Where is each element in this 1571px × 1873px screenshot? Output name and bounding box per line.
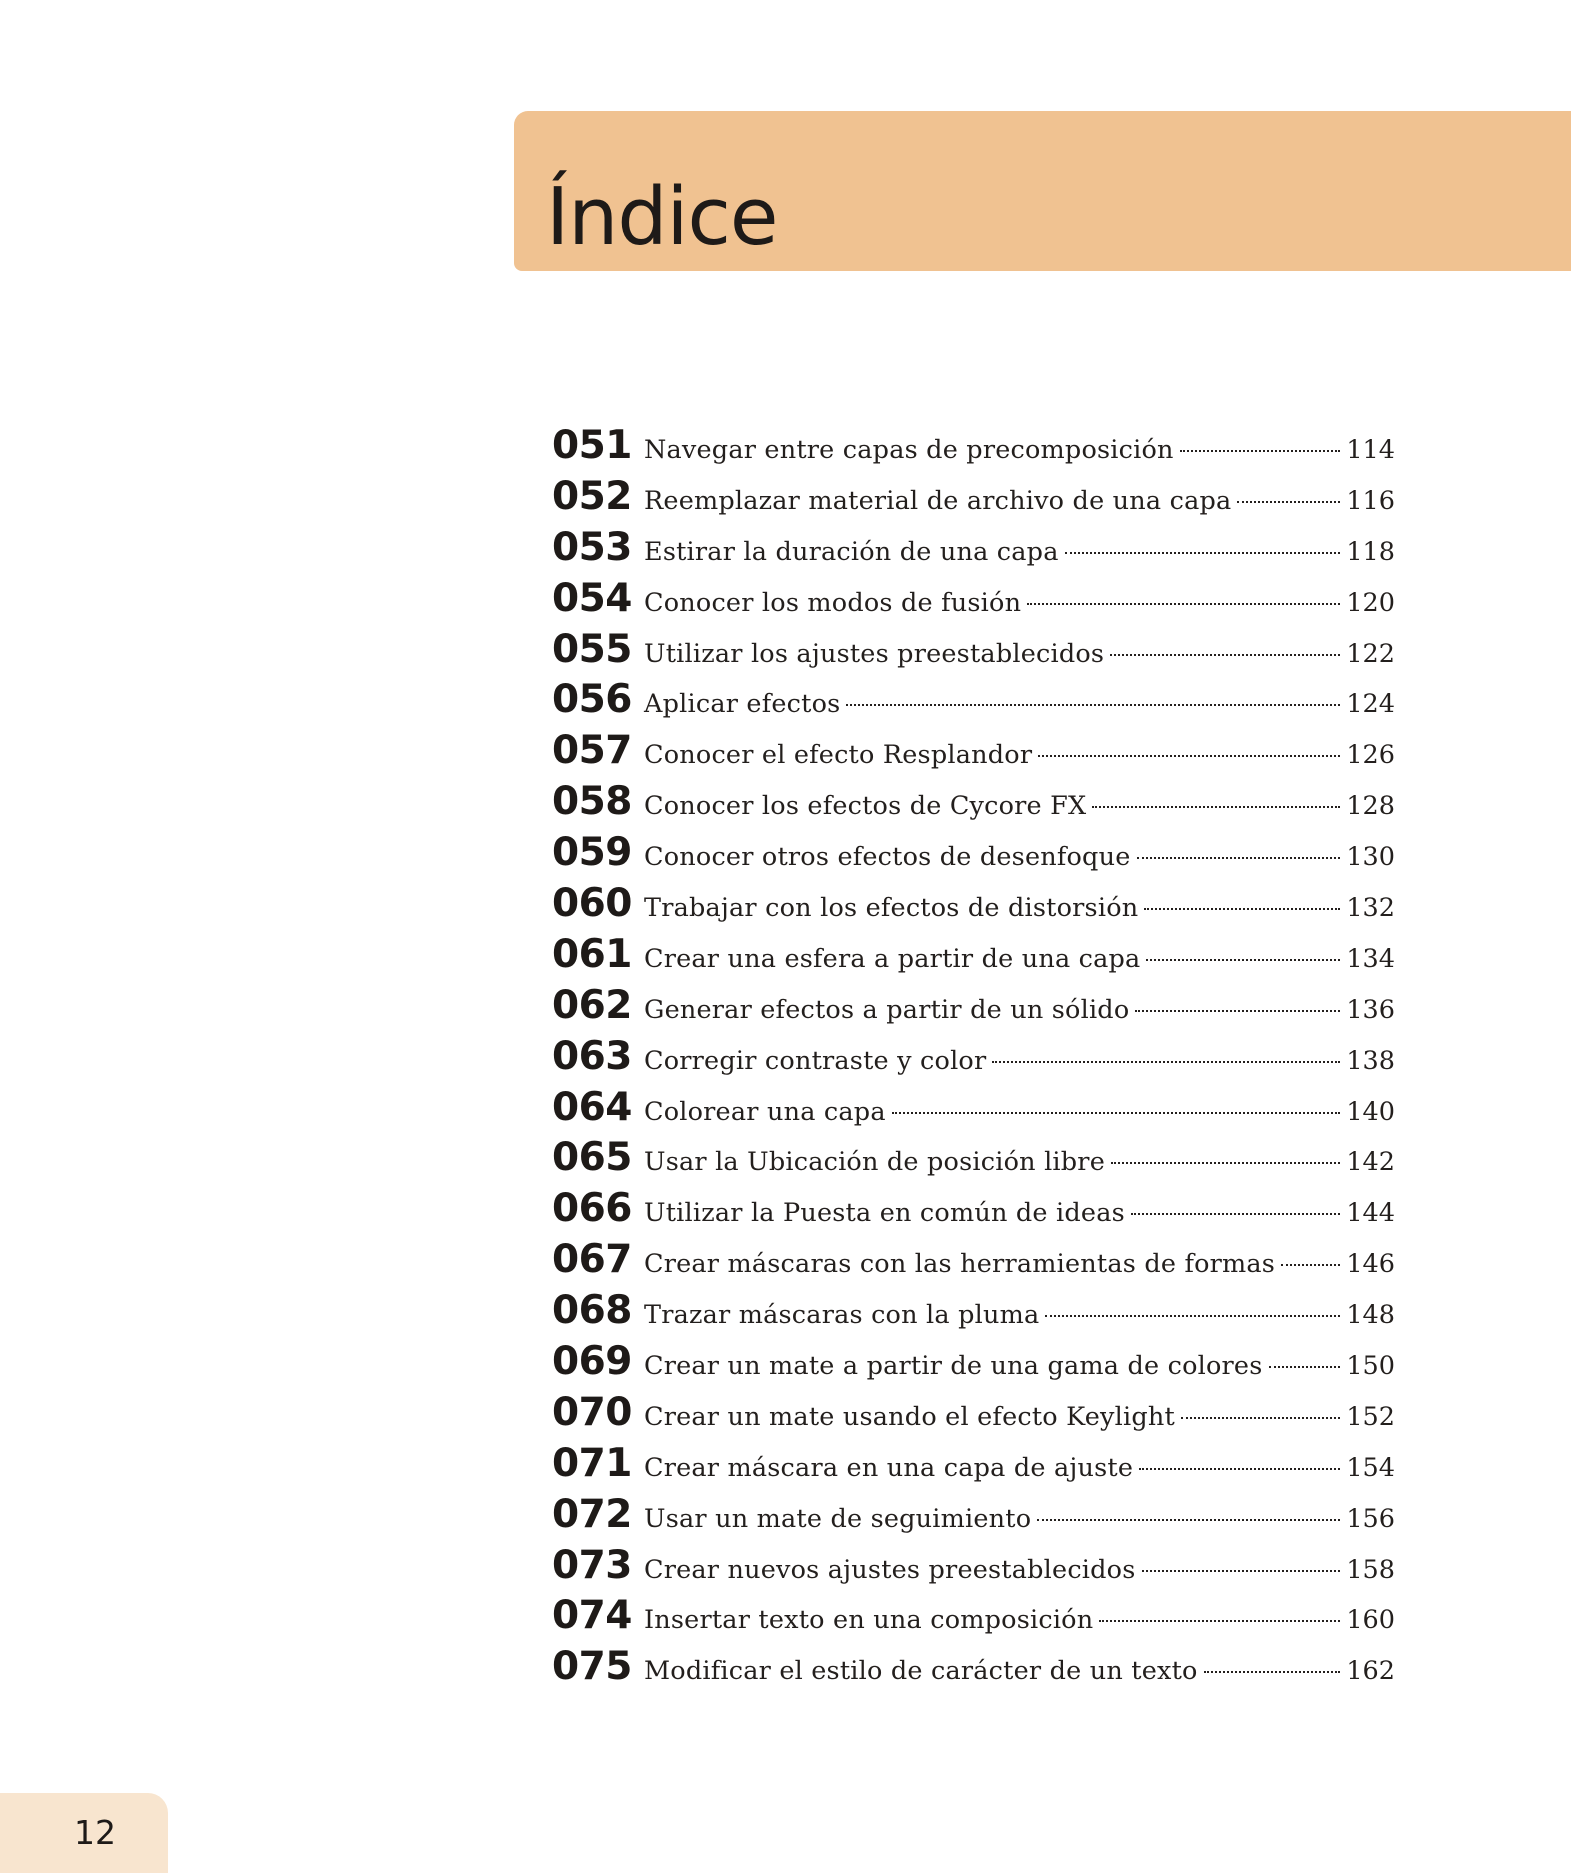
toc-entry-page: 162 [1346, 1656, 1395, 1687]
toc-entry-page: 126 [1346, 740, 1395, 771]
dot-leader [1237, 501, 1340, 503]
toc-entry-title: Crear nuevos ajustes preestablecidos [644, 1554, 1136, 1585]
toc-entry[interactable] [552, 1339, 1395, 1390]
dot-leader [1038, 755, 1340, 757]
toc-entry-title: Aplicar efectos [644, 689, 841, 720]
page-title: Índice [546, 171, 778, 263]
toc-entry-title: Crear máscaras con las herramientas de formas [644, 1249, 1276, 1280]
toc-entry-page: 116 [1346, 485, 1395, 516]
toc-entry-number: 068 [552, 1288, 632, 1334]
toc-entry-number: 071 [552, 1440, 632, 1486]
dot-leader [1111, 1162, 1340, 1164]
toc-entry-title: Crear un mate usando el efecto Keylight [644, 1401, 1175, 1432]
toc-entry-number: 051 [552, 423, 632, 468]
dot-leader [1204, 1671, 1341, 1673]
dot-leader [1269, 1366, 1341, 1368]
toc-entry-title: Estirar la duración de una capa [644, 536, 1059, 567]
toc-entry-page: 114 [1346, 435, 1395, 465]
toc-entry-number: 054 [552, 575, 632, 621]
toc-entry[interactable] [552, 525, 1395, 576]
toc-entry-title: Navegar entre capas de precomposición [644, 435, 1174, 465]
dot-leader [1146, 959, 1340, 961]
toc-entry[interactable] [552, 1644, 1395, 1695]
toc-entry-title: Usar un mate de seguimiento [644, 1503, 1032, 1534]
toc-entry[interactable] [552, 576, 1395, 627]
toc-entry-number: 066 [552, 1186, 632, 1232]
toc-entry-title: Utilizar los ajustes preestablecidos [644, 638, 1105, 669]
toc-entry-page: 148 [1346, 1300, 1395, 1331]
toc-entry[interactable] [552, 1135, 1395, 1186]
dot-leader [992, 1061, 1340, 1063]
toc-entry-title: Modificar el estilo de carácter de un texto [644, 1656, 1198, 1687]
toc-entry-title: Reemplazar material de archivo de una capa [644, 485, 1232, 516]
toc-entry[interactable] [552, 1288, 1395, 1339]
toc-entry[interactable] [552, 1543, 1395, 1594]
dot-leader [1139, 1468, 1340, 1470]
toc-entry-number: 061 [552, 931, 632, 977]
toc-entry-page: 142 [1346, 1147, 1395, 1178]
toc-entry-number: 062 [552, 982, 632, 1028]
toc-entry[interactable] [552, 1492, 1395, 1543]
toc-entry-number: 057 [552, 728, 632, 774]
dot-leader [846, 704, 1340, 706]
dot-leader [1092, 806, 1340, 808]
toc-entry-number: 075 [552, 1644, 632, 1690]
dot-leader [1131, 1213, 1340, 1215]
toc-entry[interactable] [552, 779, 1395, 830]
dot-leader [1181, 1417, 1340, 1419]
toc-entry-title: Generar efectos a partir de un sólido [644, 994, 1130, 1025]
toc-entry-page: 130 [1346, 842, 1395, 873]
toc-entry[interactable] [552, 830, 1395, 881]
toc-entry-title: Insertar texto en una composición [644, 1605, 1094, 1636]
toc-entry-number: 074 [552, 1593, 632, 1639]
toc-entry-page: 138 [1346, 1045, 1395, 1076]
toc-entry[interactable] [552, 1237, 1395, 1288]
dot-leader [1065, 552, 1341, 554]
toc-entry[interactable] [552, 728, 1395, 779]
dot-leader [1144, 908, 1340, 910]
toc-entry-number: 056 [552, 677, 632, 723]
toc-entry-number: 072 [552, 1491, 632, 1537]
toc-entry-number: 055 [552, 626, 632, 672]
toc-entry-title: Crear máscara en una capa de ajuste [644, 1452, 1134, 1483]
toc-entry-title: Colorear una capa [644, 1096, 886, 1127]
toc-entry[interactable] [552, 423, 1395, 474]
dot-leader [1180, 450, 1341, 452]
table-of-contents [552, 423, 1395, 1695]
toc-entry-page: 160 [1346, 1605, 1395, 1636]
toc-entry-title: Crear un mate a partir de una gama de colores [644, 1351, 1263, 1382]
toc-entry-page: 152 [1346, 1401, 1395, 1432]
toc-entry-title: Conocer otros efectos de desenfoque [644, 842, 1131, 873]
dot-leader [892, 1112, 1341, 1114]
toc-entry-page: 146 [1346, 1249, 1395, 1280]
toc-entry-page: 134 [1346, 943, 1395, 974]
dot-leader [1037, 1519, 1340, 1521]
toc-entry-number: 067 [552, 1237, 632, 1283]
toc-entry-page: 122 [1346, 638, 1395, 669]
toc-entry-page: 128 [1346, 791, 1395, 822]
toc-entry-number: 065 [552, 1135, 632, 1181]
toc-entry-page: 140 [1346, 1096, 1395, 1127]
toc-entry[interactable] [552, 1390, 1395, 1441]
toc-entry[interactable] [552, 1441, 1395, 1492]
dot-leader [1137, 857, 1341, 859]
toc-entry-number: 073 [552, 1542, 632, 1588]
toc-entry[interactable] [552, 932, 1395, 983]
dot-leader [1045, 1315, 1340, 1317]
toc-entry[interactable] [552, 677, 1395, 728]
dot-leader [1099, 1620, 1340, 1622]
toc-entry-number: 058 [552, 779, 632, 825]
dot-leader [1142, 1570, 1341, 1572]
toc-entry-title: Conocer el efecto Resplandor [644, 740, 1033, 771]
toc-entry-number: 053 [552, 524, 632, 570]
toc-entry-page: 120 [1346, 587, 1395, 618]
toc-entry-number: 063 [552, 1033, 632, 1079]
toc-entry[interactable] [552, 1085, 1395, 1136]
toc-entry-number: 070 [552, 1389, 632, 1435]
toc-entry-title: Crear una esfera a partir de una capa [644, 943, 1141, 974]
toc-entry-page: 118 [1346, 536, 1395, 567]
toc-entry[interactable] [552, 627, 1395, 678]
toc-entry-page: 124 [1346, 689, 1395, 720]
toc-entry-title: Trabajar con los efectos de distorsión [644, 893, 1139, 924]
toc-entry-number: 052 [552, 473, 632, 519]
toc-entry-page: 156 [1346, 1503, 1395, 1534]
toc-entry[interactable] [552, 1186, 1395, 1237]
toc-entry-title: Trazar máscaras con la pluma [644, 1300, 1040, 1331]
toc-entry[interactable] [552, 881, 1395, 932]
toc-entry-page: 154 [1346, 1452, 1395, 1483]
toc-entry-number: 060 [552, 881, 632, 927]
toc-entry[interactable] [552, 1034, 1395, 1085]
dot-leader [1110, 654, 1340, 656]
toc-entry[interactable] [552, 983, 1395, 1034]
toc-entry-page: 150 [1346, 1351, 1395, 1382]
toc-entry[interactable] [552, 1593, 1395, 1644]
toc-entry-title: Corregir contraste y color [644, 1045, 987, 1076]
dot-leader [1135, 1010, 1340, 1012]
toc-entry-page: 136 [1346, 994, 1395, 1025]
toc-entry-number: 059 [552, 830, 632, 876]
toc-entry-title: Utilizar la Puesta en común de ideas [644, 1198, 1125, 1229]
toc-entry-page: 158 [1346, 1554, 1395, 1585]
toc-entry-page: 144 [1346, 1198, 1395, 1229]
dot-leader [1281, 1264, 1340, 1266]
toc-entry[interactable] [552, 474, 1395, 525]
toc-entry-number: 069 [552, 1339, 632, 1385]
toc-entry-page: 132 [1346, 893, 1395, 924]
page-number: 12 [74, 1813, 116, 1852]
toc-entry-number: 064 [552, 1084, 632, 1130]
dot-leader [1027, 603, 1340, 605]
toc-entry-title: Conocer los efectos de Cycore FX [644, 791, 1087, 822]
toc-entry-title: Conocer los modos de fusión [644, 587, 1022, 618]
toc-entry-title: Usar la Ubicación de posición libre [644, 1147, 1105, 1178]
